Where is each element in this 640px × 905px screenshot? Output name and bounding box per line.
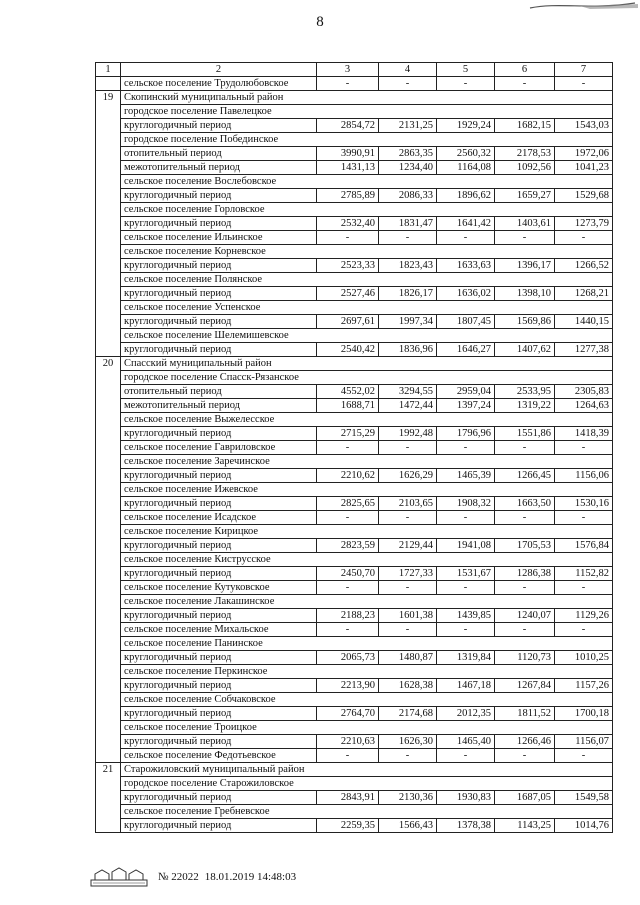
table-row [96,91,613,105]
row-heading-cell: городское поселение Побединское [121,133,613,147]
row-heading-cell: Старожиловский муниципальный район [121,763,613,777]
value-cell: - [437,623,495,637]
row-label-cell: круглогодичный период [121,707,317,721]
value-cell: 1997,34 [379,315,437,329]
column-number-cell: 4 [379,63,437,77]
column-number-cell: 5 [437,63,495,77]
value-cell: 1472,44 [379,399,437,413]
column-number-cell: 7 [555,63,613,77]
value-cell: 1403,61 [495,217,555,231]
value-cell: - [495,441,555,455]
value-cell: - [437,511,495,525]
value-cell: 1796,96 [437,427,495,441]
value-cell: - [495,749,555,763]
table-row [96,161,613,175]
value-cell: 1682,15 [495,119,555,133]
value-cell: - [555,231,613,245]
table-row [96,231,613,245]
value-cell: - [555,441,613,455]
value-cell: 1628,38 [379,679,437,693]
value-cell: 1092,56 [495,161,555,175]
value-cell: 1659,27 [495,189,555,203]
table-row [96,189,613,203]
value-cell: - [379,623,437,637]
value-cell: 1601,38 [379,609,437,623]
value-cell: 2210,62 [317,469,379,483]
value-cell: 2959,04 [437,385,495,399]
value-cell: 1240,07 [495,609,555,623]
value-cell: - [437,581,495,595]
value-cell: 1418,39 [555,427,613,441]
row-heading-cell: сельское поселение Троицкое [121,721,613,735]
table-row [96,777,613,791]
value-cell: 1992,48 [379,427,437,441]
row-heading-cell: сельское поселение Вослебовское [121,175,613,189]
table-row [96,735,613,749]
table-row [96,609,613,623]
document-number: № 22022 [158,871,199,883]
value-cell: 1431,13 [317,161,379,175]
value-cell: 1823,43 [379,259,437,273]
table-row [96,791,613,805]
footer [90,866,296,888]
row-label-cell: круглогодичный период [121,497,317,511]
row-label-cell: сельское поселение Исадское [121,511,317,525]
value-cell: - [379,77,437,91]
value-cell: 1480,87 [379,651,437,665]
document-timestamp: 18.01.2019 14:48:03 [204,871,297,883]
value-cell: - [437,441,495,455]
value-cell: - [555,77,613,91]
value-cell: - [437,77,495,91]
value-cell: - [317,511,379,525]
value-cell: 1941,08 [437,539,495,553]
value-cell: - [379,749,437,763]
row-label-cell: отопительный период [121,147,317,161]
value-cell: 1319,22 [495,399,555,413]
table-row [96,693,613,707]
value-cell: 1641,42 [437,217,495,231]
value-cell: 1930,83 [437,791,495,805]
value-cell: 1157,26 [555,679,613,693]
table-row [96,637,613,651]
table-row [96,441,613,455]
value-cell: 1268,21 [555,287,613,301]
value-cell: 1646,27 [437,343,495,357]
value-cell: - [317,441,379,455]
row-label-cell: круглогодичный период [121,679,317,693]
row-heading-cell: сельское поселение Гребневское [121,805,613,819]
row-label-cell: сельское поселение Федотьевское [121,749,317,763]
row-label-cell: сельское поселение Ильинское [121,231,317,245]
row-heading-cell: сельское поселение Кирицкое [121,525,613,539]
table-row [96,819,613,833]
value-cell: 1531,67 [437,567,495,581]
value-cell: 2065,73 [317,651,379,665]
table-row [96,371,613,385]
value-cell: 1705,53 [495,539,555,553]
value-cell: 4552,02 [317,385,379,399]
table-row [96,455,613,469]
value-cell: 1164,08 [437,161,495,175]
row-label-cell: круглогодичный период [121,217,317,231]
row-heading-cell: сельское поселение Выжелесское [121,413,613,427]
value-cell: 2305,83 [555,385,613,399]
value-cell: 1687,05 [495,791,555,805]
value-cell: 1831,47 [379,217,437,231]
row-label-cell: круглогодичный период [121,651,317,665]
row-number-cell: 21 [96,763,121,833]
value-cell: 2532,40 [317,217,379,231]
value-cell: - [555,623,613,637]
value-cell: 1636,02 [437,287,495,301]
row-heading-cell: сельское поселение Панинское [121,637,613,651]
value-cell: 1396,17 [495,259,555,273]
value-cell: 1120,73 [495,651,555,665]
value-cell: - [317,581,379,595]
row-label-cell: межотопительный период [121,399,317,413]
value-cell: 2450,70 [317,567,379,581]
table-row [96,413,613,427]
value-cell: 2131,25 [379,119,437,133]
row-label-cell: круглогодичный период [121,315,317,329]
value-cell: 1143,25 [495,819,555,833]
row-heading-cell: сельское поселение Успенское [121,301,613,315]
row-number-cell: 20 [96,357,121,763]
value-cell: - [317,623,379,637]
value-cell: 2715,29 [317,427,379,441]
value-cell: 1551,86 [495,427,555,441]
value-cell: 2178,53 [495,147,555,161]
value-cell: 2863,35 [379,147,437,161]
value-cell: 1156,07 [555,735,613,749]
tariff-table [95,62,613,833]
table-row [96,203,613,217]
value-cell: 1826,17 [379,287,437,301]
row-label-cell: круглогодичный период [121,259,317,273]
table-row [96,357,613,371]
value-cell: 1156,06 [555,469,613,483]
row-label-cell: круглогодичный период [121,189,317,203]
table-row [96,147,613,161]
value-cell: 2188,23 [317,609,379,623]
row-label-cell: отопительный период [121,385,317,399]
table-row [96,175,613,189]
row-heading-cell: городское поселение Спасск-Рязанское [121,371,613,385]
table-row [96,665,613,679]
value-cell: - [555,581,613,595]
value-cell: - [555,511,613,525]
table-row [96,245,613,259]
row-label-cell: сельское поселение Михальское [121,623,317,637]
value-cell: 1398,10 [495,287,555,301]
row-heading-cell: городское поселение Павелецкое [121,105,613,119]
value-cell: - [379,511,437,525]
value-cell: 1129,26 [555,609,613,623]
table-row [96,469,613,483]
value-cell: 1633,63 [437,259,495,273]
table-row [96,567,613,581]
row-label-cell: круглогодичный период [121,427,317,441]
table-row [96,581,613,595]
value-cell: 1264,63 [555,399,613,413]
value-cell: 1319,84 [437,651,495,665]
value-cell: 2785,89 [317,189,379,203]
value-cell: 1267,84 [495,679,555,693]
row-heading-cell: сельское поселение Шелемишевское [121,329,613,343]
table-row [96,329,613,343]
table-row [96,483,613,497]
table-row [96,427,613,441]
value-cell: 1626,29 [379,469,437,483]
value-cell: 1727,33 [379,567,437,581]
value-cell: - [379,441,437,455]
value-cell: 1896,62 [437,189,495,203]
value-cell: 1549,58 [555,791,613,805]
value-cell: 1700,18 [555,707,613,721]
row-heading-cell: сельское поселение Корневское [121,245,613,259]
table-header-row [96,63,613,77]
row-label-cell: круглогодичный период [121,819,317,833]
row-label-cell: круглогодичный период [121,287,317,301]
value-cell: - [495,623,555,637]
value-cell: 1234,40 [379,161,437,175]
value-cell: 2697,61 [317,315,379,329]
table-row [96,497,613,511]
value-cell: 2540,42 [317,343,379,357]
row-heading-cell: сельское поселение Перкинское [121,665,613,679]
value-cell: 2213,90 [317,679,379,693]
value-cell: 1407,62 [495,343,555,357]
row-label-cell: круглогодичный период [121,539,317,553]
column-number-cell: 1 [96,63,121,77]
table-row [96,805,613,819]
table-row [96,651,613,665]
row-label-cell: круглогодичный период [121,567,317,581]
value-cell: 1286,38 [495,567,555,581]
scan-mark-icon [520,0,640,14]
value-cell: 1378,38 [437,819,495,833]
row-heading-cell: сельское поселение Собчаковское [121,693,613,707]
row-heading-cell: сельское поселение Киструсское [121,553,613,567]
value-cell: 2527,46 [317,287,379,301]
value-cell: - [495,231,555,245]
value-cell: 2103,65 [379,497,437,511]
value-cell: 1277,38 [555,343,613,357]
value-cell: 1266,46 [495,735,555,749]
row-heading-cell: Скопинский муниципальный район [121,91,613,105]
column-number-cell: 3 [317,63,379,77]
table-row [96,343,613,357]
value-cell: - [317,231,379,245]
value-cell: 1397,24 [437,399,495,413]
value-cell: 3294,55 [379,385,437,399]
row-label-cell: круглогодичный период [121,469,317,483]
value-cell: 1439,85 [437,609,495,623]
row-heading-cell: сельское поселение Лакашинское [121,595,613,609]
value-cell: 2210,63 [317,735,379,749]
value-cell: 1543,03 [555,119,613,133]
value-cell: 2854,72 [317,119,379,133]
value-cell: - [317,77,379,91]
table-row [96,511,613,525]
column-number-cell: 2 [121,63,317,77]
table-row [96,385,613,399]
table-row [96,539,613,553]
value-cell: 2843,91 [317,791,379,805]
value-cell: 1569,86 [495,315,555,329]
page-number: 8 [316,14,324,30]
value-cell: - [495,77,555,91]
value-cell: 1273,79 [555,217,613,231]
table-row [96,623,613,637]
value-cell: 1576,84 [555,539,613,553]
table-row [96,287,613,301]
row-number-cell: 19 [96,91,121,357]
value-cell: 1811,52 [495,707,555,721]
value-cell: 2130,36 [379,791,437,805]
value-cell: 1836,96 [379,343,437,357]
table-row [96,133,613,147]
table-row [96,707,613,721]
row-heading-cell: сельское поселение Горловское [121,203,613,217]
row-heading-cell: городское поселение Старожиловское [121,777,613,791]
value-cell: 1530,16 [555,497,613,511]
value-cell: - [555,749,613,763]
table-row [96,525,613,539]
value-cell: 1465,39 [437,469,495,483]
value-cell: - [379,581,437,595]
value-cell: 1266,45 [495,469,555,483]
value-cell: 2560,32 [437,147,495,161]
table-row [96,77,613,91]
table-row [96,399,613,413]
table-row [96,217,613,231]
value-cell: - [495,511,555,525]
value-cell: 1010,25 [555,651,613,665]
table-row [96,301,613,315]
table-row [96,721,613,735]
value-cell: 1465,40 [437,735,495,749]
row-label-cell: сельское поселение Гавриловское [121,441,317,455]
table-row [96,595,613,609]
value-cell: 1152,82 [555,567,613,581]
value-cell: - [317,749,379,763]
value-cell: - [437,231,495,245]
value-cell: 2012,35 [437,707,495,721]
table-row [96,119,613,133]
value-cell: 3990,91 [317,147,379,161]
value-cell: 2533,95 [495,385,555,399]
value-cell: 1440,15 [555,315,613,329]
value-cell: 1626,30 [379,735,437,749]
value-cell: - [495,581,555,595]
row-label-cell: круглогодичный период [121,343,317,357]
value-cell: 2086,33 [379,189,437,203]
column-number-cell: 6 [495,63,555,77]
row-label-cell: круглогодичный период [121,119,317,133]
row-label-cell: межотопительный период [121,161,317,175]
row-heading-cell: сельское поселение Полянское [121,273,613,287]
table-row [96,749,613,763]
value-cell: 1688,71 [317,399,379,413]
value-cell: 2823,59 [317,539,379,553]
value-cell: 1266,52 [555,259,613,273]
value-cell: 1467,18 [437,679,495,693]
row-label-cell: круглогодичный период [121,735,317,749]
row-heading-cell: Спасский муниципальный район [121,357,613,371]
row-label-cell: сельское поселение Кутуковское [121,581,317,595]
value-cell: 1041,23 [555,161,613,175]
row-label-cell: круглогодичный период [121,791,317,805]
value-cell: 1663,50 [495,497,555,511]
value-cell: 1972,06 [555,147,613,161]
row-heading-cell: сельское поселение Ижевское [121,483,613,497]
table-row [96,679,613,693]
value-cell: 1566,43 [379,819,437,833]
value-cell: 1529,68 [555,189,613,203]
table-row [96,105,613,119]
value-cell: 1908,32 [437,497,495,511]
value-cell: 2523,33 [317,259,379,273]
value-cell: 2825,65 [317,497,379,511]
row-number-cell [96,77,121,91]
value-cell: 1929,24 [437,119,495,133]
value-cell: 2764,70 [317,707,379,721]
row-label-cell: сельское поселение Трудолюбовское [121,77,317,91]
value-cell: 2259,35 [317,819,379,833]
table-row [96,259,613,273]
value-cell: - [437,749,495,763]
row-heading-cell: сельское поселение Заречинское [121,455,613,469]
value-cell: - [379,231,437,245]
value-cell: 1014,76 [555,819,613,833]
row-label-cell: круглогодичный период [121,609,317,623]
table-row [96,273,613,287]
value-cell: 1807,45 [437,315,495,329]
table-row [96,315,613,329]
table-row [96,553,613,567]
value-cell: 2174,68 [379,707,437,721]
value-cell: 2129,44 [379,539,437,553]
registry-seal-icon [90,866,148,888]
table-row [96,763,613,777]
